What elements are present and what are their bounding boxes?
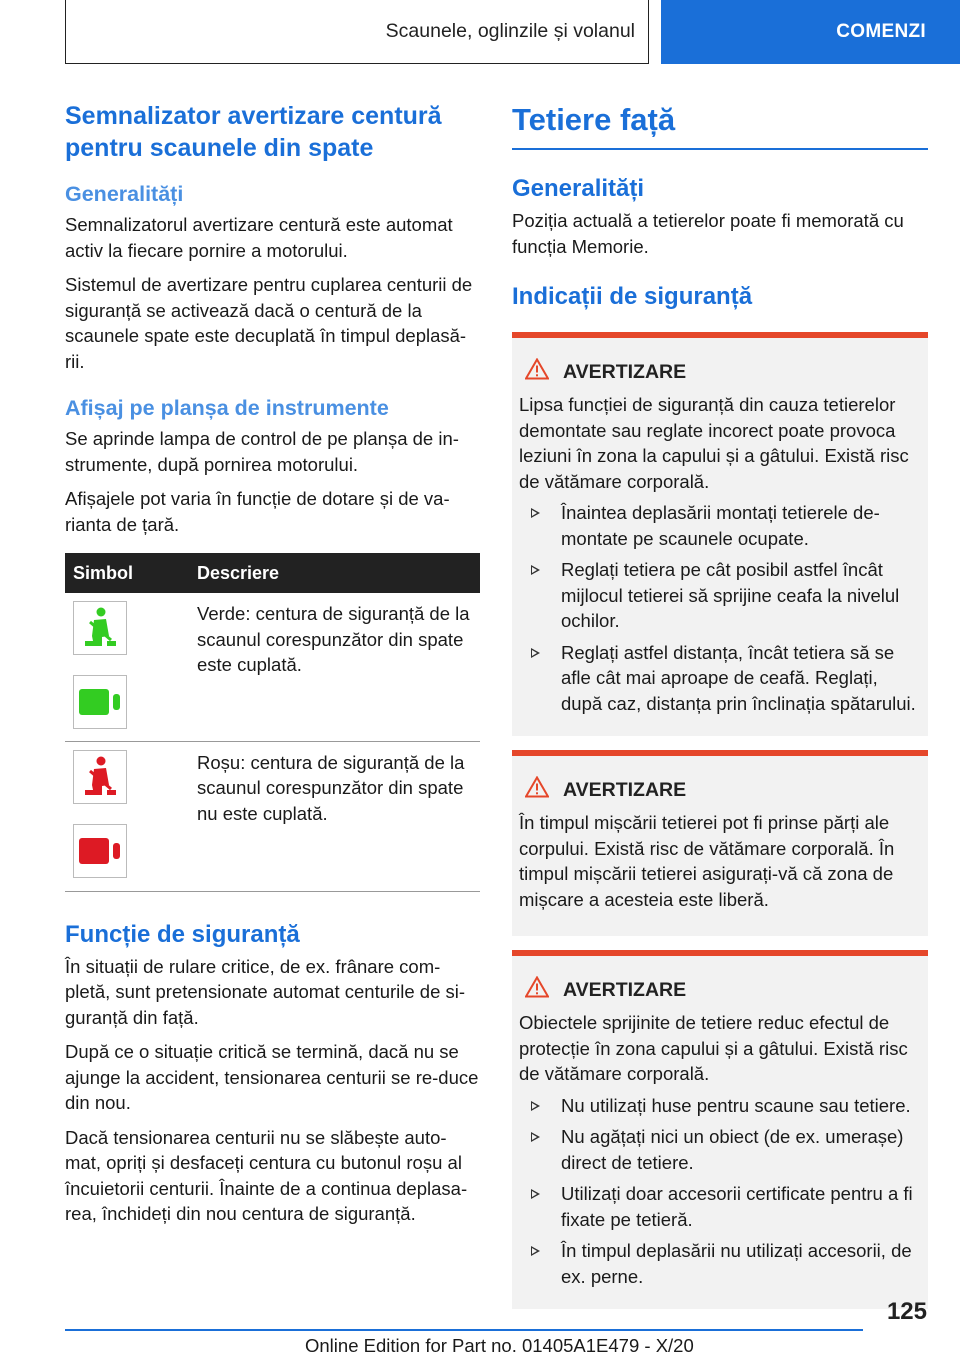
list-item: Nu utilizați huse pentru scaune sau tetiere. xyxy=(519,1093,921,1119)
seatbelt-red-icon xyxy=(73,750,127,804)
left-general-heading: Generalități xyxy=(65,182,184,206)
warning-title: AVERTIZARE xyxy=(563,360,687,383)
warning-text: În timpul mișcării tetierei pot fi prinse părți ale corpului. Există risc de vătămare corporală. În timpul mișcării tetierei asigurați-vă că zona de mișcare a acesteia este liberă. xyxy=(519,812,895,910)
bullet-arrow-icon xyxy=(531,648,540,658)
list-item: Înaintea deplasării montați tetierele de‐montate pe scaunele ocupate. xyxy=(519,500,921,551)
bullet-arrow-icon xyxy=(531,508,540,518)
list-item: Nu agățați nici un obiect (de ex. umerașe) direct de tetiere. xyxy=(519,1124,921,1175)
table-row xyxy=(65,741,480,891)
list-item: Reglați tetiera pe cât posibil astfel încât mijlocul tetierei să sprijine ceafa la nivelul ochilor. xyxy=(519,557,921,634)
left-general-p2: Sistemul de avertizare pentru cuplarea centurii de siguranță se activează dacă o centură de la scaunele spate este decuplată în timpul deplasă‐rii. xyxy=(65,274,473,372)
left-column xyxy=(65,100,480,1227)
seatbelt-warning-heading: Semnalizator avertizare centură pentru scaunele din spate xyxy=(65,102,442,162)
warning-triangle-icon xyxy=(525,976,549,1004)
heading-divider xyxy=(512,148,928,150)
bullet-arrow-icon xyxy=(531,1132,540,1142)
bullet-arrow-icon xyxy=(531,1189,540,1199)
headrest-heading: Tetiere față xyxy=(512,102,676,137)
warning-text: Obiectele sprijinite de tetiere reduc efectul de protecție în zona capului și a gâtului. Există risc de vătămare corporală. xyxy=(519,1012,908,1084)
list-item: Reglați astfel distanța, încât tetiera să se afle cât mai aproape de ceafă. Reglați, după caz, distanța prin înclinația spătarului. xyxy=(519,640,921,717)
table-row xyxy=(65,593,480,741)
header-tab-label: COMENZI xyxy=(836,21,926,42)
safety-function-heading: Funcție de siguranță xyxy=(65,920,300,948)
left-general-p1: Semnalizatorul avertizare centură este automat activ la fiecare pornire a motorului. xyxy=(65,214,453,261)
warning-title: AVERTIZARE xyxy=(563,978,687,1001)
header-section-title: Scaunele, oglinzile și volanul xyxy=(385,20,635,42)
footer-edition-text: Online Edition for Part no. 01405A1E479 - X/20 xyxy=(305,1335,694,1356)
col-symbol-header: Simbol xyxy=(65,553,197,593)
col-description-header: Descriere xyxy=(197,553,480,593)
rear-seat-green-indicator-icon xyxy=(73,675,127,729)
list-item: Utilizați doar accesorii certificate pentru a fi fixate pe tetieră. xyxy=(519,1181,921,1232)
row-green-description: Verde: centura de siguranță de la scaunul corespunzător din spate este cuplată. xyxy=(197,593,480,741)
warning-box-3 xyxy=(512,950,928,1309)
right-column xyxy=(512,100,928,1309)
safety-notes-heading: Indicații de siguranță xyxy=(512,283,753,310)
safety-p1: În situații de rulare critice, de ex. frânare com‐pletă, sunt pretensionate automat centurile de si‐guranță din față. xyxy=(65,955,466,1028)
footer-divider xyxy=(65,1329,863,1331)
header-chapter-tab[interactable] xyxy=(661,0,960,64)
row-red-description: Roșu: centura de siguranță de la scaunul corespunzător din spate nu este cuplată. xyxy=(197,741,480,891)
bullet-arrow-icon xyxy=(531,1246,540,1256)
display-p2: Afișajele pot varia în funcție de dotare și de va‐rianta de țară. xyxy=(65,488,450,535)
safety-p2: După ce o situație critică se termină, dacă nu se ajunge la accident, tensionarea centurii se re‐duce din nou. xyxy=(65,1041,479,1113)
safety-p3: Dacă tensionarea centurii nu se slăbește auto‐mat, opriți și desfaceți centura cu butonul roșu al încuietorii centurii. Înainte de a continua deplasa‐rea, închideți din nou centura de siguranță. xyxy=(65,1126,468,1224)
right-general-p1: Poziția actuală a tetierelor poate fi memorată cu funcția Memorie. xyxy=(512,210,904,257)
rear-seat-red-indicator-icon xyxy=(73,824,127,878)
warning-box-1 xyxy=(512,332,928,736)
symbol-table xyxy=(65,553,480,892)
warning-text: Lipsa funcției de siguranță din cauza tetierelor demontate sau reglate incorect poate provoca leziuni în zona la capului și a gâtului. Există risc de vătămare corporală. xyxy=(519,394,909,492)
bullet-arrow-icon xyxy=(531,565,540,575)
bullet-arrow-icon xyxy=(531,1101,540,1111)
warning-box-2 xyxy=(512,750,928,936)
warning-title: AVERTIZARE xyxy=(563,778,687,801)
header-section-box xyxy=(65,0,649,64)
warning-triangle-icon xyxy=(525,358,549,386)
warning-triangle-icon xyxy=(525,776,549,804)
right-general-heading: Generalități xyxy=(512,175,645,202)
display-heading: Afișaj pe planșa de instrumente xyxy=(65,396,389,420)
display-p1: Se aprinde lampa de control de pe planșa de in‐strumente, după pornirea motorului. xyxy=(65,428,459,475)
seatbelt-green-icon xyxy=(73,601,127,655)
page-number: 125 xyxy=(886,1298,927,1325)
list-item: În timpul deplasării nu utilizați accesorii, de ex. perne. xyxy=(519,1238,921,1289)
